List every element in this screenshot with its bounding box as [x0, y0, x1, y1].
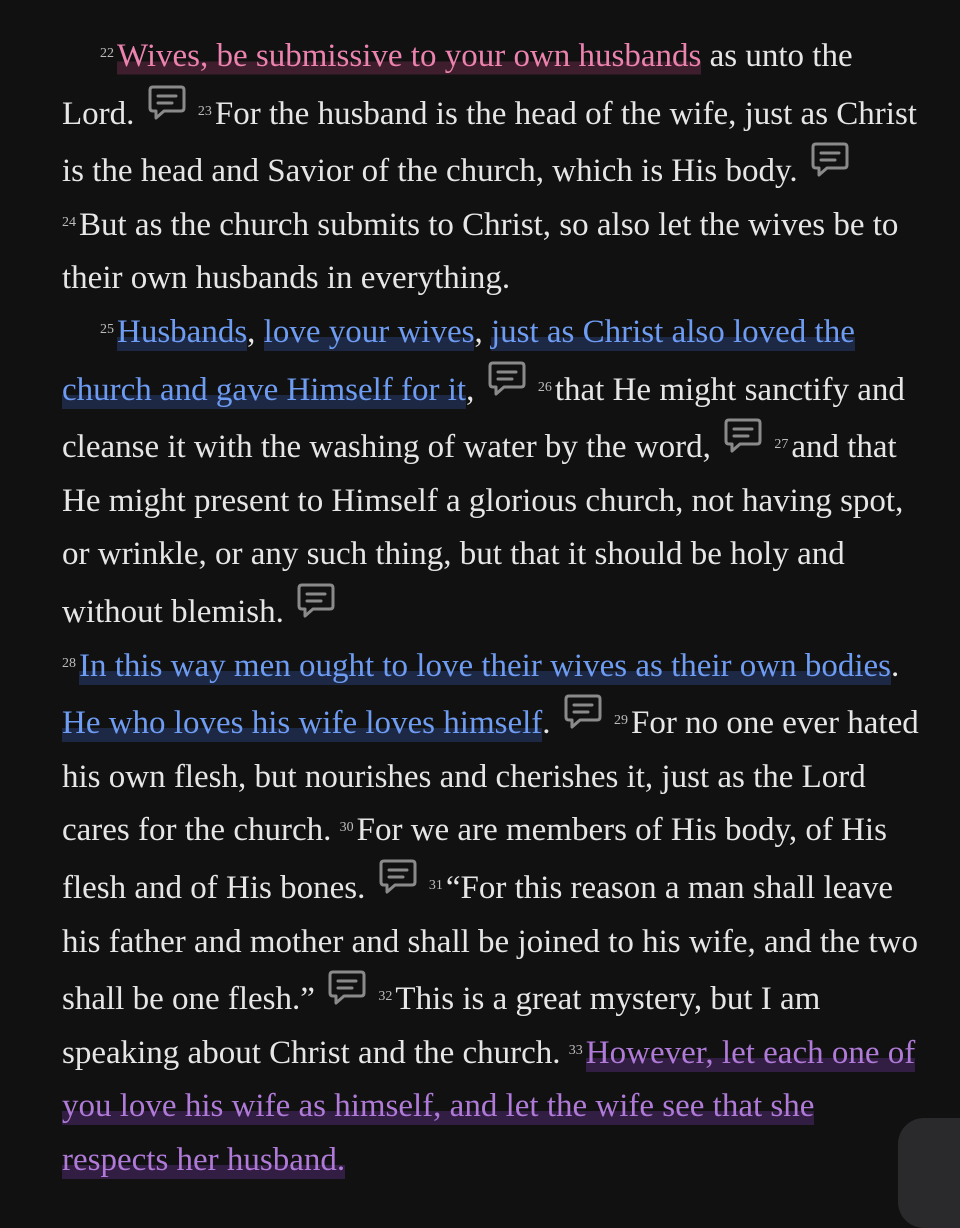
verse-30-text: For we are members of His body, of His flesh and of His bones. [62, 812, 887, 906]
note-icon-v26[interactable] [723, 417, 763, 455]
note-icon-v22[interactable] [147, 84, 187, 122]
highlight-v33[interactable]: However, let each one of you love his wife as himself, and let the wife see that she respects her husband. [62, 1034, 916, 1178]
verse-25-sep-1: , [247, 313, 264, 350]
paragraph-2 [62, 306, 922, 640]
verse-23-text: For the husband is the head of the wife, just as Christ is the head and Savior of the church, which is His body. [62, 95, 917, 190]
verse-26-text: that He might sanctify and cleanse it with the washing of water by the word, [62, 371, 905, 466]
paragraph-3 [62, 640, 922, 1188]
verse-number-31[interactable]: 31 [428, 877, 443, 893]
verse-24-text: But as the church submits to Christ, so also let the wives be to their own husbands in everything. [62, 206, 899, 297]
verse-25-sep-2: , [474, 313, 491, 350]
verse-number-24[interactable]: 24 [62, 214, 76, 230]
note-icon-v28[interactable] [563, 693, 603, 731]
verse-number-29[interactable]: 29 [614, 713, 629, 729]
verse-number-28[interactable]: 28 [62, 655, 76, 671]
highlight-v22[interactable]: Wives, be submissive to your own husbands [117, 38, 702, 74]
bible-reader [62, 30, 922, 1187]
highlight-v28-men[interactable]: In this way men ought to love their wives as their own bodies [79, 647, 892, 684]
note-icon-v30[interactable] [378, 858, 418, 896]
verse-28-rest: . [542, 705, 551, 742]
highlight-v25-love[interactable]: love your wives [263, 313, 475, 350]
verse-number-25[interactable]: 25 [100, 321, 114, 337]
verse-number-27[interactable]: 27 [774, 437, 789, 453]
verse-27-text: and that He might present to Himself a glorious church, not having spot, or wrinkle, or any such thing, but that it should be holy and without blemish. [62, 429, 904, 630]
floating-action-button[interactable] [898, 1118, 960, 1228]
verse-number-22[interactable]: 22 [100, 46, 114, 61]
verse-number-33[interactable]: 33 [568, 1042, 583, 1058]
verse-22-rest: as unto the Lord. [62, 38, 853, 132]
highlight-v25-christ[interactable]: just as Christ also loved the church and gave Himself for it [62, 313, 855, 408]
verse-number-30[interactable]: 30 [339, 820, 354, 836]
note-icon-v27[interactable] [296, 582, 336, 620]
highlight-v28-himself[interactable]: He who loves his wife loves himself [62, 705, 543, 742]
verse-number-32[interactable]: 32 [378, 989, 393, 1005]
verse-number-26[interactable]: 26 [537, 379, 552, 395]
highlight-v25-husbands[interactable]: Husbands [117, 313, 248, 350]
note-icon-v31[interactable] [327, 969, 367, 1007]
verse-28-sep: . [891, 647, 900, 684]
note-icon-v23[interactable] [810, 141, 850, 179]
note-icon-v25[interactable] [487, 360, 527, 398]
paragraph-1 [62, 30, 922, 306]
verse-32-text: This is a great mystery, but I am speaking about Christ and the church. [62, 981, 821, 1071]
verse-31-text: “For this reason a man shall leave his father and mother and shall be joined to his wife, and the two shall be one flesh.” [62, 869, 918, 1018]
verse-29-text: For no one ever hated his own flesh, but nourishes and cherishes it, just as the Lord cares for the church. [62, 705, 919, 849]
verse-number-23[interactable]: 23 [197, 103, 212, 119]
verse-25-rest: , [466, 371, 475, 408]
